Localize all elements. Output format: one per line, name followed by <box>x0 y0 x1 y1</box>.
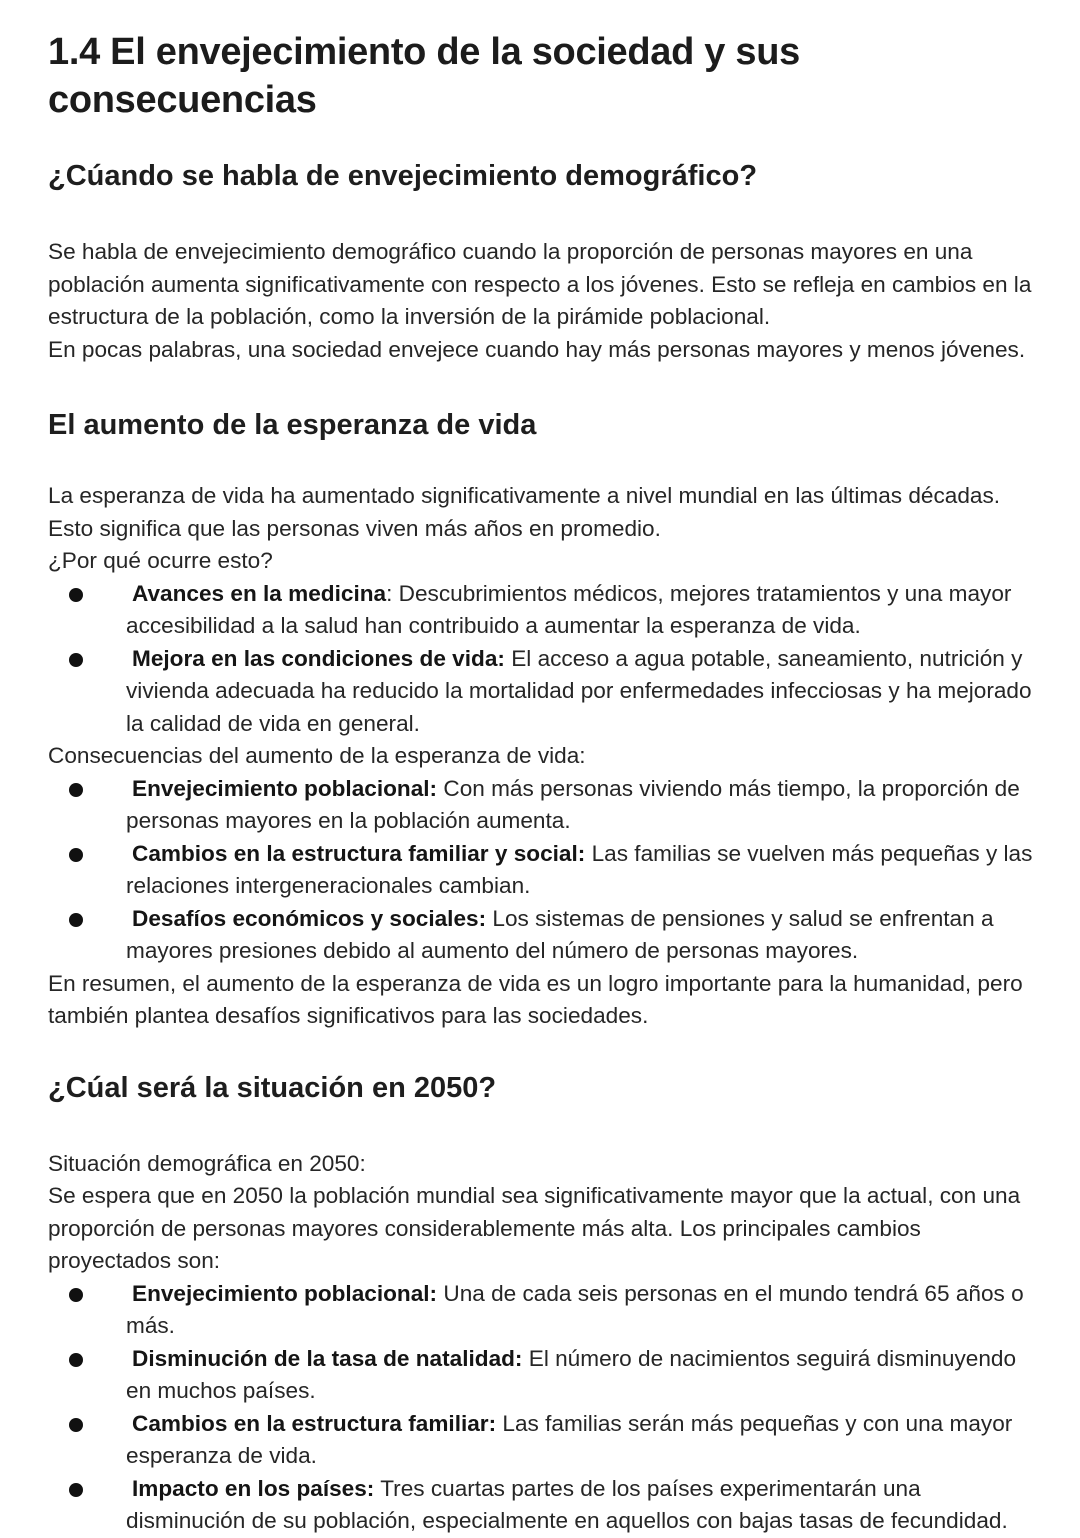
list-item-term: Disminución de la tasa de natalidad: <box>132 1345 523 1371</box>
list-item <box>48 1278 1040 1343</box>
list-item-text: Las familias serán más pequeñas y con una mayor esperanza de vida. <box>126 1410 1013 1468</box>
list-item-term: Envejecimiento poblacional: <box>132 1280 438 1306</box>
bullet-icon <box>69 653 83 667</box>
list-item-text: El acceso a agua potable, saneamiento, nutrición y vivienda adecuada ha reducido la mortalidad por enfermedades infecciosas y ha mejorado la calidad de vida en general. <box>126 645 1032 736</box>
list-item-term: Cambios en la estructura familiar: <box>132 1410 497 1436</box>
bullet-icon <box>69 848 83 862</box>
list-item <box>48 1343 1040 1408</box>
list-item <box>48 1408 1040 1473</box>
list-item-text: Tres cuartas partes de los países experimentarán una disminución de su población, especialmente en aquellos con bajas tasas de fecundidad. <box>126 1475 1008 1533</box>
paragraph-consequences-heading: Consecuencias del aumento de la esperanza de vida: <box>48 743 586 768</box>
list-item-text: Las familias se vuelven más pequeñas y las relaciones intergeneracionales cambian. <box>126 840 1033 898</box>
list-item-term: Desafíos económicos y sociales: <box>132 905 487 931</box>
section-heading-2050: ¿Cúal será la situación en 2050? <box>48 1071 497 1104</box>
list-item <box>48 643 1040 741</box>
paragraph-definition: Se habla de envejecimiento demográfico cuando la proporción de personas mayores en una población aumenta significativamente con respecto a los jóvenes. Esto se refleja en cambios en la estructura de la población, como la inversión de la pirámide poblacional. <box>48 239 1032 329</box>
list-item-text: Una de cada seis personas en el mundo tendrá 65 años o más. <box>126 1280 1024 1338</box>
list-item-term: Cambios en la estructura familiar y social: <box>132 840 586 866</box>
causes-list <box>48 578 1040 741</box>
paragraph-question: ¿Por qué ocurre esto? <box>48 548 273 573</box>
list-item-term: Avances en la medicina <box>132 580 387 606</box>
list-item-text: El número de nacimientos seguirá disminuyendo en muchos países. <box>126 1345 1017 1403</box>
list-item-text: : Descubrimientos médicos, mejores tratamientos y una mayor accesibilidad a la salud han contribuido a aumentar la esperanza de vida. <box>126 580 1012 638</box>
section-heading-envejecimiento: ¿Cúando se habla de envejecimiento demográfico? <box>48 160 758 192</box>
section-heading-esperanza-vida: El aumento de la esperanza de vida <box>48 409 537 441</box>
list-item <box>48 773 1040 838</box>
list-item <box>48 903 1040 968</box>
paragraph-esperanza-intro: La esperanza de vida ha aumentado significativamente a nivel mundial en las últimas décadas. Esto significa que las personas viven más años en promedio. <box>48 483 1001 541</box>
bullet-icon <box>69 1353 83 1367</box>
list-item-term: Envejecimiento poblacional: <box>132 775 438 801</box>
consequences-list <box>48 773 1040 968</box>
list-item-text: Los sistemas de pensiones y salud se enfrentan a mayores presiones debido al aumento del número de personas mayores. <box>126 905 994 963</box>
bullet-icon <box>69 1418 83 1432</box>
bullet-icon <box>69 783 83 797</box>
paragraph-2050-subheading: Situación demográfica en 2050: <box>48 1150 366 1176</box>
list-item <box>48 838 1040 903</box>
changes-list <box>48 1278 1040 1538</box>
list-item <box>48 578 1040 643</box>
list-item <box>48 1473 1040 1538</box>
bullet-icon <box>69 1483 83 1497</box>
bullet-icon <box>69 588 83 602</box>
paragraph-2050-intro: Se espera que en 2050 la población mundial sea significativamente mayor que la actual, con una proporción de personas mayores considerablemente más alta. Los principales cambios proyectados son: <box>48 1183 1021 1273</box>
list-item-term: Impacto en los países: <box>132 1475 375 1501</box>
paragraph-summary-short: En pocas palabras, una sociedad envejece cuando hay más personas mayores y menos jóvenes. <box>48 336 1026 362</box>
page-title: 1.4 El envejecimiento de la sociedad y sus consecuencias <box>48 31 800 121</box>
paragraph-resumen: En resumen, el aumento de la esperanza de vida es un logro importante para la humanidad, pero también plantea desafíos significativos para las sociedades. <box>48 970 1023 1028</box>
bullet-icon <box>69 1288 83 1302</box>
list-item-term: Mejora en las condiciones de vida: <box>132 645 505 671</box>
list-item-text: Con más personas viviendo más tiempo, la proporción de personas mayores en la población aumenta. <box>126 775 1020 833</box>
bullet-icon <box>69 913 83 927</box>
